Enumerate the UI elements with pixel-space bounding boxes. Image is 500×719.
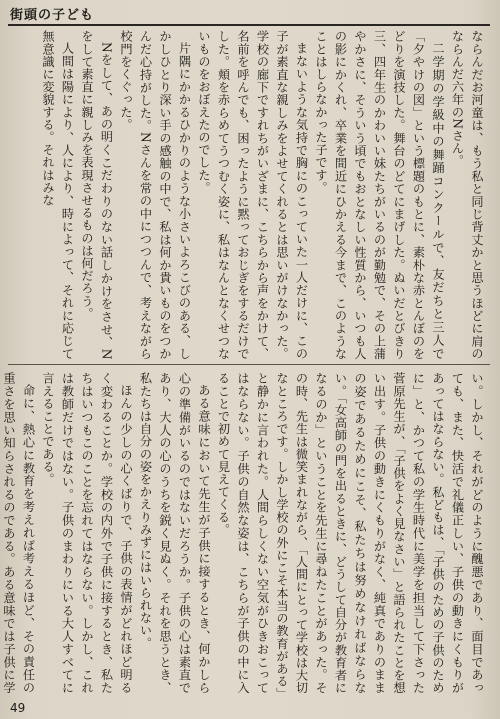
page-number: 49 [10, 701, 26, 715]
upper-paragraph: まないような気持で胸にのこっていた一人だけに、この子が素直な親しみをよせてくれるとは思いがけなかった。学校の廊下ですれちがいざまに、こちらから声をかけて、名前を呼んでも、困ったように黙っておじぎをするだけでした。頬を赤らめてうつむく姿に、私はなんとなくせつないものをおぼえたのでした。 [197, 30, 309, 360]
lower-paragraph: い。しかし、それがどのように醜悪であり、面目であっても、また、快活で礼儀正しい、子供の動きにくもりがあってはならない。私どもは、「子供のための子供のために」と、かつて私の学生時代に美学を担当して下さった菅原先生が、「子供をよく見なさい」と語られたことを想い出す。子供の動きにくもりがなく、純真でありのままの姿であるためにこそ、私たちは努めなければならない。「女高師の門を出るときに、どうして自分が教育者になるのか」ということを先生に尋ねたことがあった。その時、先生は微笑まれながら、「人間にとって学校は大切なところです。しかし学校の外にこそ本当の教育がある」と静かに言われた。人間らしくない空気がひきおこってはならない。子供の自然な姿は、こちらが子供の中に入ることで初めて見えてくる。 [216, 372, 484, 694]
header-rule [8, 24, 490, 26]
lower-paragraph: ほんの少しの心くばりで、子供の表情がどれほど明るく変わることか。学校の内外で子供に接するとき、私たちはいつもこのことを忘れてはならない。しかし、これは教師だけではない。子供のまわりにいる大人すべてに言えることである。 [41, 372, 133, 694]
upper-paragraph: 人間は陽により、人により、時によって、それに応じて無意識に変貌する。それはみな [41, 30, 75, 360]
lower-text-block [2, 372, 486, 694]
upper-paragraph: 二学期の学級中の舞踊コンクールで、友だちと三人で「夕やけの図」という標題のもとに、素朴な赤とんぼのをどりを演技した。舞台のどてにまげした。ぬいだとびきり三、四年生のかわいい妹たちがいるのが勤勉で、その上蒲やかさに、そういう頃でもおとなしい性質から、いつも人の影にかくれ、卒業を間近にひかえる今まで、このようなことはしらなかった子です。 [314, 30, 445, 360]
upper-text-block [10, 30, 486, 360]
lower-paragraph: ある意味において先生が子供に接するとき、何かしら心の準備がいるのではないだろうか。子供の心は素直であり、大人の心のうちを鋭く見ぬく。それを思うとき、私たちは自分の姿をかえりみずにはいられない。 [138, 372, 211, 694]
upper-paragraph: Nをして、あの明くこだわりのない話しかけをさせ、Nをして素直に親しみを表現させるものは何だろう。 [80, 30, 114, 360]
upper-paragraph: ならんだお河童は、もう私と同じ背丈かと思うほどに肩のならんだ六年のNさん。 [450, 30, 484, 360]
upper-paragraph: 片隅にかかるひかりのような小さいよろこびのある、しかしひとり深い手の感触の中で、私は何か貴いものをつかんだ心持がした。Nさんを常の中につつんで、考えながら校門をくぐった。 [119, 30, 192, 360]
section-divider [8, 364, 490, 365]
lower-paragraph: 命に、熱心に教育を考えれば考えるほど、その責任の重さを思い知らされるのである。ある意味では子供に学 [2, 372, 36, 694]
header-title: 街頭の子ども [10, 8, 95, 23]
